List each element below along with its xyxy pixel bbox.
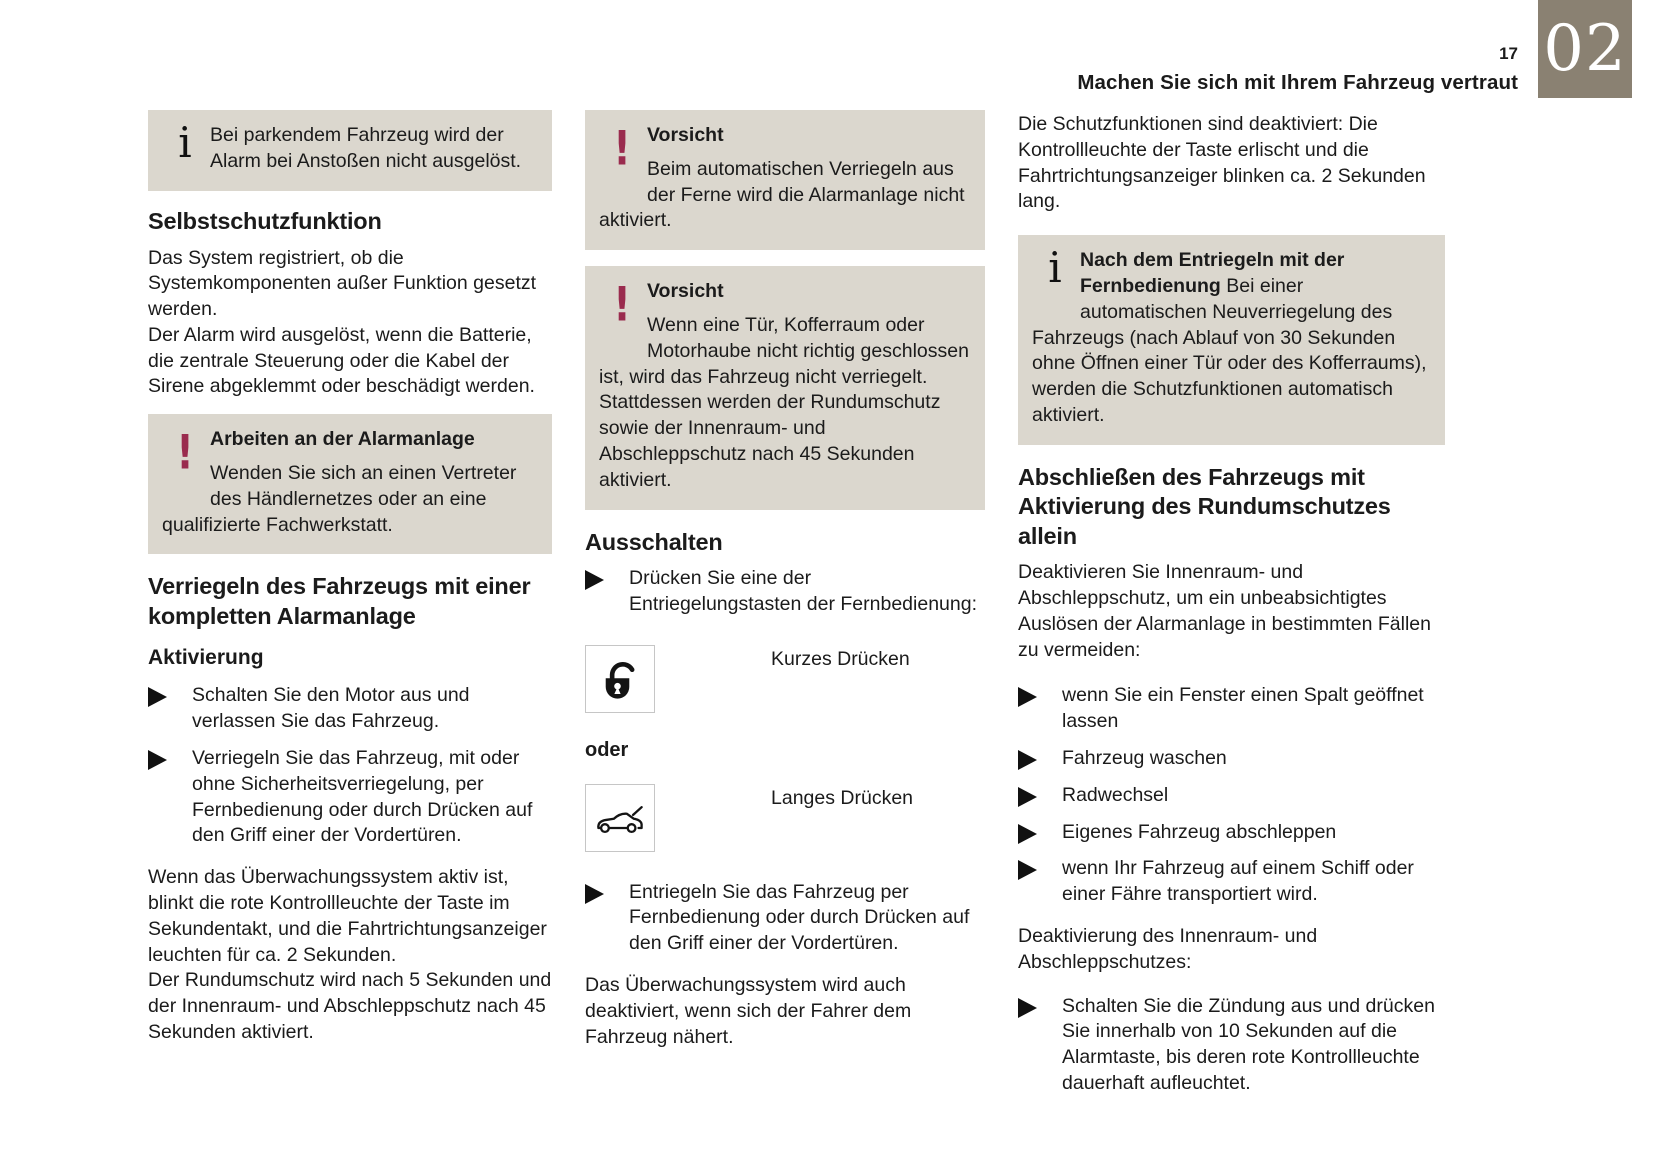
caution-box-2	[585, 266, 985, 509]
warning-box-title: Arbeiten an der Alarmanlage	[210, 428, 475, 451]
column-3	[1018, 112, 1445, 1108]
info-box	[1018, 235, 1445, 445]
paragraph-group	[1018, 112, 1445, 215]
list-item-text: wenn Sie ein Fenster einen Spalt geöffnet lassen	[1062, 684, 1424, 733]
paragraph-group	[1018, 924, 1445, 976]
list-item	[585, 880, 985, 957]
chapter-title: Machen Sie sich mit Ihrem Fahrzeug vertraut	[1077, 71, 1518, 94]
list-item-text: Radwechsel	[1062, 783, 1169, 806]
press-label: Langes Drücken	[771, 786, 914, 809]
list-item-text: Eigenes Fahrzeug abschleppen	[1062, 820, 1337, 843]
list-item-text: Drücken Sie eine der Entriegelungstasten der Fernbedienung:	[629, 567, 977, 615]
paragraph: Die Schutzfunktionen sind deaktiviert: Die Kontrollleuchte der Taste erlischt und die Fahrtrichtungsanzeiger blinken ca. 2 Sekunden lang.	[1018, 113, 1426, 213]
list-item	[1018, 783, 1445, 809]
press-label: Kurzes Drücken	[771, 647, 910, 670]
paragraph: Das System registriert, ob die Systemkomponenten außer Funktion gesetzt werden.	[148, 246, 537, 321]
list-item-text: Verriegeln Sie das Fahrzeug, mit oder ohne Sicherheitsverriegelung, per Fernbedienung oder durch Drücken auf den Griff einer der Vordertüren.	[192, 747, 533, 847]
bullet-triangle-icon	[1018, 683, 1062, 735]
list-item	[1018, 683, 1445, 735]
bullet-triangle-icon	[1018, 856, 1062, 908]
list-item-text: wenn Ihr Fahrzeug auf einem Schiff oder einer Fähre transportiert wird.	[1062, 857, 1414, 906]
list-item-text: Schalten Sie die Zündung aus und drücken Sie innerhalb von 10 Sekunden auf die Alarmtaste, bis deren rote Kontrollleuchte dauerhaft aufleuchtet.	[1062, 994, 1435, 1095]
warning-exclamation-icon: !	[176, 424, 194, 480]
info-box	[148, 110, 552, 191]
car-trunk-open-icon	[585, 784, 655, 852]
caution-box-text: Wenn eine Tür, Kofferraum oder Motorhaube nicht richtig geschlossen ist, wird das Fahrzeug nicht verriegelt. Stattdessen werden der Rundumschutz sowie der Innenraum- und Abschleppschutz nach 45 Sekunden aktiviert.	[599, 313, 969, 491]
paragraph: Deaktivierung des Innenraum- und Abschleppschutzes:	[1018, 925, 1318, 973]
list-item	[1018, 820, 1445, 846]
column-1	[148, 110, 552, 1060]
section-heading: Abschließen des Fahrzeugs mit Aktivierung des Rundumschutzes allein	[1018, 463, 1391, 549]
caution-box-text: Beim automatischen Verriegeln aus der Ferne wird die Alarmanlage nicht aktiviert.	[599, 157, 965, 232]
info-box-text: Bei parkendem Fahrzeug wird der Alarm bei Anstoßen nicht ausgelöst.	[210, 124, 522, 172]
unlock-icon	[585, 645, 655, 713]
list-item-text: Schalten Sie den Motor aus und verlassen Sie das Fahrzeug.	[192, 684, 470, 733]
warning-exclamation-icon: !	[613, 276, 631, 332]
info-box-title: Nach dem Entriegeln mit der Fernbedienung	[1080, 249, 1345, 297]
list-item	[585, 566, 985, 618]
warning-box	[148, 414, 552, 554]
page-header	[1077, 44, 1518, 95]
caution-box-1	[585, 110, 985, 250]
list-item	[148, 683, 552, 735]
list-item	[148, 746, 552, 849]
list-item-text: Fahrzeug waschen	[1062, 747, 1227, 770]
info-icon: i	[178, 118, 192, 167]
info-box-text: Bei einer automatischen Neuverriegelung des Fahrzeugs (nach Ablauf von 30 Sekunden ohne Öffnen einer Tür oder des Kofferraums), werden die Schutzfunktionen automatisch aktiviert.	[1032, 274, 1427, 426]
bullet-triangle-icon	[585, 880, 629, 957]
list-item	[1018, 746, 1445, 772]
subsection-heading: Aktivierung	[148, 646, 264, 670]
warning-exclamation-icon: !	[613, 120, 631, 176]
paragraph: Deaktivieren Sie Innenraum- und Abschleppschutz, um ein unbeabsichtigtes Auslösen der Alarmanlage in bestimmten Fällen zu vermeiden:	[1018, 561, 1431, 661]
warning-box-text: Wenden Sie sich an einen Vertreter des Händlernetzes oder an eine qualifizierte Fachwerkstatt.	[162, 462, 517, 536]
paragraph: Wenn das Überwachungssystem aktiv ist, blinkt die rote Kontrollleuchte der Taste im Sekundentakt, und die Fahrtrichtungsanzeiger leuchten für ca. 2 Sekunden.	[148, 866, 547, 966]
list-item	[1018, 994, 1445, 1097]
bullet-triangle-icon	[148, 683, 192, 735]
or-label: oder	[585, 738, 629, 761]
column-2	[585, 110, 985, 1064]
list-item-text: Entriegeln Sie das Fahrzeug per Fernbedienung oder durch Drücken auf den Griff einer der Vordertüren.	[629, 880, 970, 955]
bullet-triangle-icon	[1018, 746, 1062, 772]
chapter-number: 02	[1543, 12, 1627, 86]
paragraph: Der Alarm wird ausgelöst, wenn die Batterie, die zentrale Steuerung oder die Kabel der Sirene abgeklemmt oder beschädigt werden.	[148, 323, 535, 398]
caution-box-title: Vorsicht	[647, 124, 724, 146]
section-heading: Verriegeln des Fahrzeugs mit einer kompletten Alarmanlage	[148, 573, 531, 629]
bullet-triangle-icon	[1018, 820, 1062, 846]
section-heading: Ausschalten	[585, 528, 723, 555]
bullet-triangle-icon	[148, 746, 192, 849]
caution-box-title: Vorsicht	[647, 280, 724, 303]
paragraph-group	[585, 973, 985, 1050]
paragraph-group	[148, 246, 552, 401]
paragraph-group	[1018, 560, 1445, 663]
bullet-triangle-icon	[1018, 994, 1062, 1097]
paragraph: Das Überwachungssystem wird auch deaktiviert, wenn sich der Fahrer dem Fahrzeug nähert.	[585, 974, 912, 1048]
bullet-triangle-icon	[585, 566, 629, 618]
unlock-instruction-row	[585, 645, 985, 713]
list-item	[1018, 856, 1445, 908]
paragraph: Der Rundumschutz wird nach 5 Sekunden und der Innenraum- und Abschleppschutz nach 45 Sekunden aktiviert.	[148, 969, 552, 1044]
info-icon: i	[1048, 243, 1062, 293]
bullet-triangle-icon	[1018, 783, 1062, 809]
chapter-badge	[1538, 0, 1632, 98]
section-heading: Selbstschutzfunktion	[148, 208, 382, 234]
page-number: 17	[1499, 44, 1518, 63]
long-press-instruction-row	[585, 784, 985, 852]
paragraph-group	[148, 865, 552, 1046]
